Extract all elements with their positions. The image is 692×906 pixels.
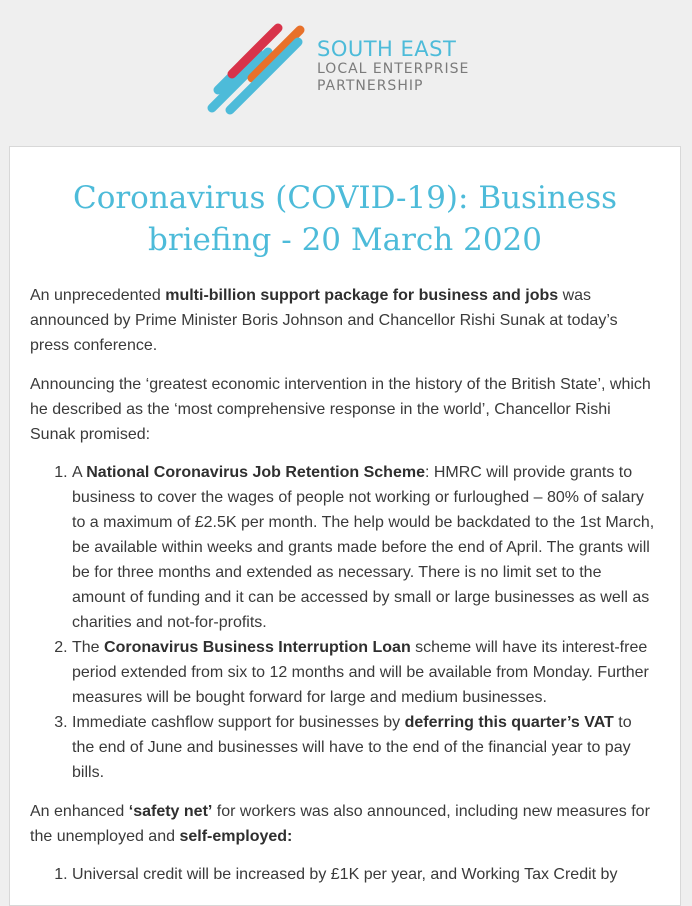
business-measures-list: [30, 460, 658, 785]
list-item-text: A: [72, 464, 87, 481]
article-card: [9, 146, 681, 906]
brand-line-3: PARTNERSHIP: [317, 78, 424, 94]
brand-line-2: LOCAL ENTERPRISE: [317, 61, 470, 77]
article-title: Coronavirus (COVID-19): Business briefing - 20 March 2020: [72, 180, 618, 258]
intro-bold: multi-billion support package for business and jobs: [165, 287, 559, 304]
paragraph-bold: ‘safety net’: [128, 803, 213, 820]
worker-measures-list: [30, 862, 658, 887]
brand-wordmark: [317, 37, 469, 95]
list-item-text: : HMRC will provide grants to business to cover the wages of people not working or furloughed – 80% of salary to a maximum of £2.5K per month. The help would be backdated to the 1st March, be available within weeks and grants made before the end of April. The grants will be for three months and extended as necessary. There is no limit set to the amount of funding and it can be accessed by small or large businesses as well as charities and not-for-profits.: [72, 464, 655, 631]
article-body: [10, 283, 680, 887]
list-item: 1. Universal credit will be increased by £1K per year, and Working Tax Credit by: [72, 862, 658, 887]
list-item-bold: National Coronavirus Job Retention Scheme: [86, 464, 425, 481]
list-item-text: scheme will have its interest-free period extended from six to 12 months and will be available from Monday. Further measures will be bought forward for large and medium businesses.: [72, 639, 649, 706]
list-item-text: The: [72, 639, 105, 656]
list-item: [72, 710, 658, 785]
list-item-bold: deferring this quarter’s VAT: [404, 714, 614, 731]
paragraph-text: An enhanced: [30, 803, 129, 820]
selep-logo-icon: [206, 20, 310, 116]
list-item-text: to the end of June and businesses will have to the end of the financial year to pay bills.: [72, 714, 632, 781]
paragraph-bold: self-employed:: [179, 828, 293, 845]
brand-line-1: SOUTH EAST: [317, 37, 457, 61]
list-item: [72, 460, 658, 635]
list-item: [72, 635, 658, 710]
intro-text: An unprecedented: [30, 287, 166, 304]
list-item-bold: Coronavirus Business Interruption Loan: [104, 639, 411, 656]
safety-net-paragraph: [30, 799, 658, 849]
intro-paragraph: [30, 283, 658, 358]
intro-text-end: was announced by Prime Minister Boris Johnson and Chancellor Rishi Sunak at today’s press conference.: [30, 287, 618, 354]
paragraph-text: for workers was also announced, including new measures for the unemployed and: [30, 803, 650, 845]
list-item-text: Immediate cashflow support for businesses by: [72, 714, 405, 731]
email-header: [0, 0, 692, 146]
announcement-paragraph: Announcing the ‘greatest economic intervention in the history of the British State’, which he described as the ‘most comprehensive response in the world’, Chancellor Rishi Sunak promised:: [30, 376, 651, 443]
